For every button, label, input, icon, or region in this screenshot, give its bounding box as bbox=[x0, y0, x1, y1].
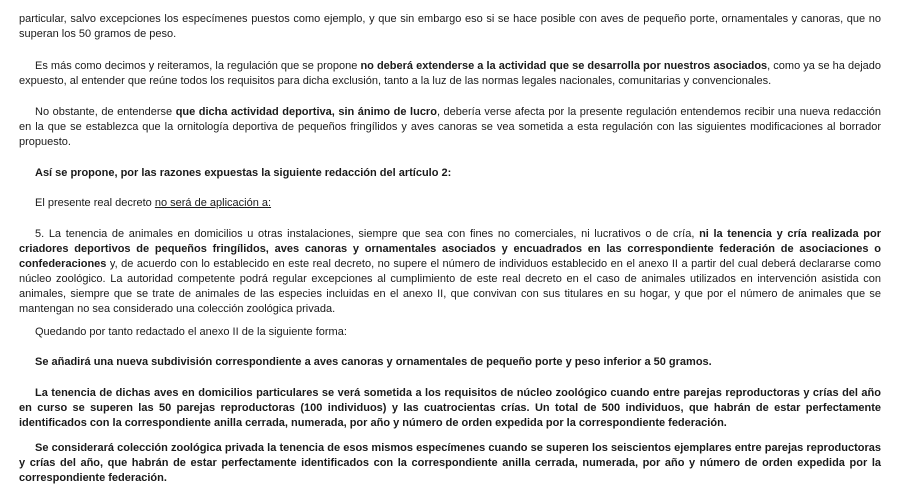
paragraph-3-bold: que dicha actividad deportiva, sin ánimo de lucro bbox=[175, 106, 437, 118]
paragraph-3 bbox=[19, 105, 881, 150]
paragraph-4-bold: Así se propone, por las razones expuestas la siguiente redacción del artículo 2: bbox=[35, 167, 452, 179]
paragraph-3-text-a: No obstante, de entenderse bbox=[35, 106, 176, 118]
paragraph-5-text: El presente real decreto bbox=[35, 197, 155, 209]
paragraph-5-underline: no será de aplicación a: bbox=[154, 197, 272, 209]
paragraph-2-bold: no deberá extenderse a la actividad que se desarrolla por nuestros asociados bbox=[360, 60, 768, 72]
paragraph-9-bold: La tenencia de dichas aves en domicilios particulares se verá sometida a los requisitos de núcleo zoológico cuando entre parejas reproductoras y crías del año en curso se superen las 50 parejas reproductoras (100 individuos) y las cuatrocientas crías. Un total de 500 individuos, que habrán de estar perfectamente identificados con la correspondiente anilla cerrada, numerada, por año y número de orden expedida por la correspondiente federación. bbox=[19, 387, 881, 429]
paragraph-2 bbox=[19, 59, 881, 89]
paragraph-1 bbox=[19, 12, 881, 42]
paragraph-6-text-b: y, de acuerdo con lo establecido en este real decreto, no supere el número de individuos establecido en el anexo II a partir del cual deberá declararse como núcleo zoológico. La autoridad competente podrá regular excepciones al cumplimiento de este real decreto en el caso de animales utilizados en intervención asistida con animales, siempre que se trate de animales de las especies incluidas en el anexo II, que convivan con sus titulares en su hogar, y que por el número de animales que se mantengan no sea considerado una colección zoológica privada. bbox=[19, 258, 881, 315]
paragraph-10-bold: Se considerará colección zoológica privada la tenencia de esos mismos especímenes cuando se superen los seiscientos ejemplares entre parejas reproductoras y crías del año, que habrán de estar perfectamente identificados con la correspondiente anilla cerrada, numerada, por año y número de orden expedida por la correspondiente federación. bbox=[19, 442, 881, 484]
paragraph-6-text-a: 5. La tenencia de animales en domicilios u otras instalaciones, siempre que sea con fines no comerciales, ni lucrativos o de cría, bbox=[35, 228, 700, 240]
paragraph-5 bbox=[19, 196, 881, 211]
paragraph-2-text-b: , como ya se ha dejado expuesto, al entender que reúne todos los requisitos para dicha exclusión, tanto a la luz de las normas legales nacionales, comunitarias y convencionales. bbox=[19, 60, 881, 87]
paragraph-2-text-a: Es más como decimos y reiteramos, la regulación que se propone bbox=[35, 60, 361, 72]
paragraph-7 bbox=[19, 325, 881, 340]
paragraph-8 bbox=[19, 355, 881, 370]
paragraph-4-heading bbox=[19, 166, 881, 181]
paragraph-7-text: Quedando por tanto redactado el anexo II de la siguiente forma: bbox=[35, 326, 347, 338]
paragraph-6-bold: ni la tenencia y cría realizada por criadores deportivos de pequeños fringílidos, aves canoras y ornamentales asociados y encuadrados en las correspondiente federación de asociaciones o confederaciones bbox=[19, 228, 881, 270]
paragraph-6 bbox=[19, 227, 881, 317]
paragraph-9 bbox=[19, 386, 881, 431]
paragraph-3-text-b: , debería verse afecta por la presente regulación entendemos recibir una nueva redacción en la que se establezca que la ornitología deportiva de pequeños fringílidos y aves canoras se vea sometida a esta regulación con las siguientes modificaciones al borrador propuesto. bbox=[19, 106, 881, 148]
paragraph-1-text: particular, salvo excepciones los especímenes puestos como ejemplo, y que sin embargo eso si se hace posible con aves de pequeño porte, ornamentales y canoras, que no superan los 50 gramos de peso. bbox=[19, 13, 881, 40]
paragraph-8-bold: Se añadirá una nueva subdivisión correspondiente a aves canoras y ornamentales de pequeño porte y peso inferior a 50 gramos. bbox=[35, 356, 712, 368]
paragraph-10 bbox=[19, 441, 881, 486]
